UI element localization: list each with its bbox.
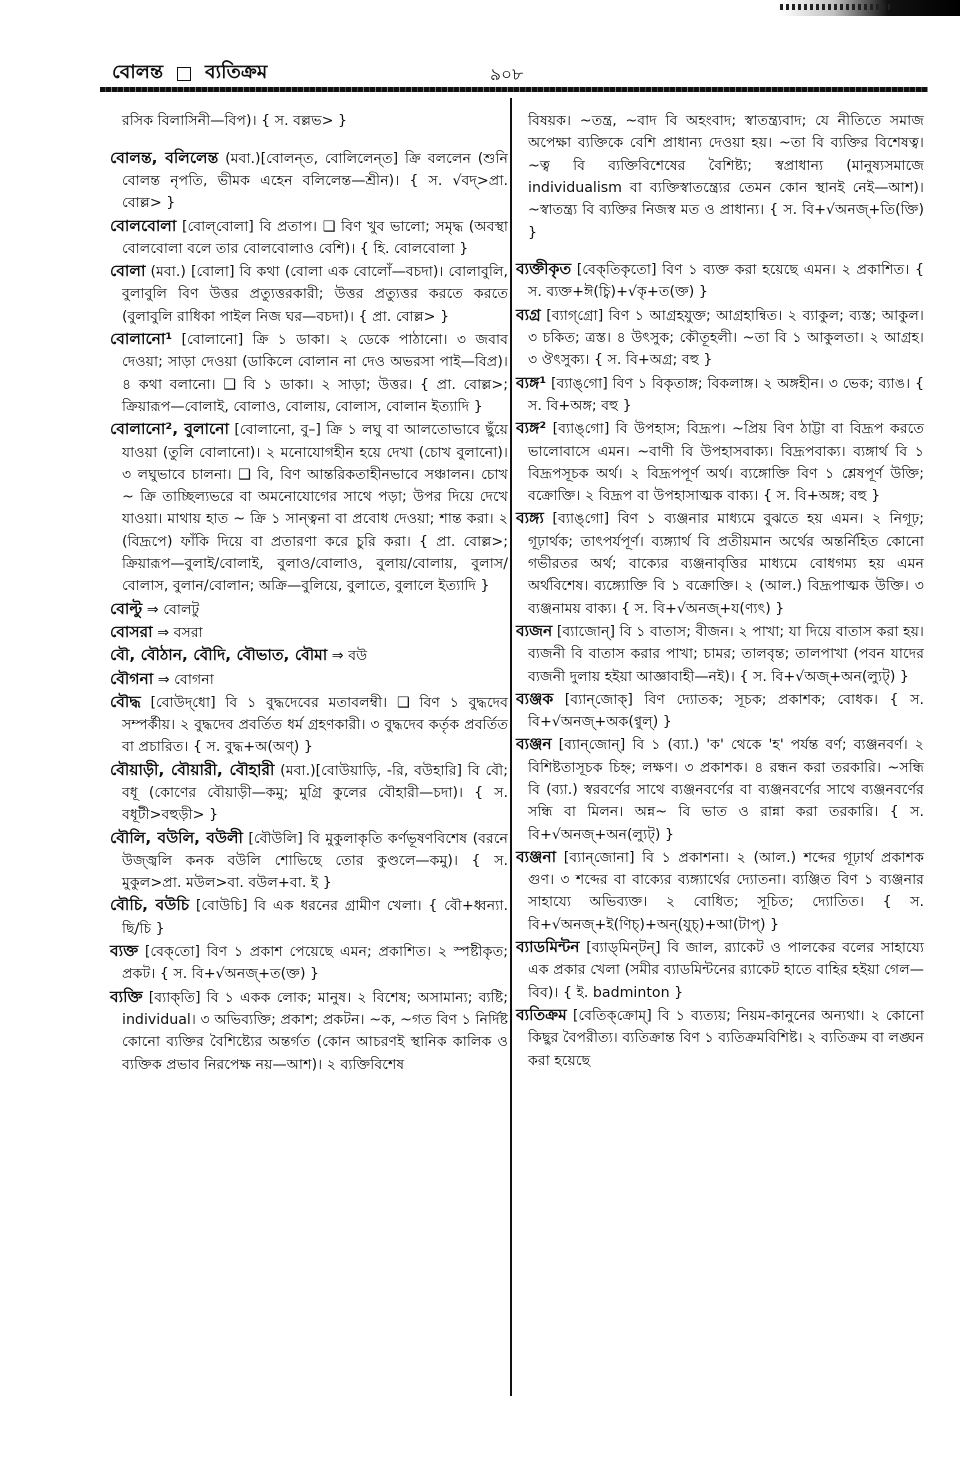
definition-text: (মবা.)[বোলন্‌ত, বোলিলেন্‌ত] ক্রি বললেন (শুনি বোলন্ত নৃপতি, ভীমক এহেন বলিলেন্ত—শ্রীন)। { স. √বদ্>প্রা. বোল্ল> } [122, 150, 509, 212]
headword: ব্যজন [516, 621, 553, 640]
dictionary-entry [110, 621, 508, 644]
column-divider [510, 98, 512, 1396]
headword: ব্যঙ্গ্য [516, 509, 544, 528]
dictionary-entry [110, 260, 508, 328]
headword: বোসরা [110, 622, 153, 641]
definition-text: [বোলানো, বু–] ক্রি ১ লঘু বা আলতোভাবে ছুঁয়ে যাওয়া (তুলি বোলানো)। ২ মনোযোগহীন হয়ে দেখা (চোখ বুলানো)। ৩ লঘুভাবে চালনা। ❑ বি, বিণ আন্তরিকতাহীনভাবে সঞ্চালন। চোখ ~ ক্রি তাচ্ছিল্যভরে বা অমনোযোগের সাথে পড়া; উপর দিয়ে দেখে যাওয়া। মাথায় হাত ~ ক্রি ১ সান্ত্বনা বা প্রবোধ দেওয়া; শান্ত করা। ২ (বিদ্রূপে) ফাঁকি দিয়ে বা প্রতারণা করে চুরি করা। { প্রা. বোল্ল>; ক্রিয়ারূপ—বুলাই/বোলাই, বুলাও/বোলাও, বুলায়/বোলায়, বুলাস/বোলাস, বুলান/বোলান; অক্রি—বুলিয়ে, বুলাতে, বুলালে ইত্যাদি } [122, 422, 508, 595]
dictionary-entry [516, 733, 924, 845]
headword: বোলানো², বুলানো [110, 420, 229, 439]
separator-box-icon [177, 67, 191, 81]
definition-text: ⇒ বোগনা [157, 671, 214, 688]
dictionary-entry [110, 759, 508, 827]
definition-text: [ব্যাঙ্‌গো] বি উপহাস; বিদ্রূপ। ~প্রিয় বিণ ঠাট্টা বা বিদ্রূপ করতে ভালোবাসে এমন। ~বাণী বি উপহাসবাক্য। বিদ্রূপবাক্য। ব্যঙ্গার্থ বি ১ বিদ্রূপসূচক অর্থ। ২ বিদ্রূপপূর্ণ অর্থ। ব্যঙ্গোক্তি বিণ ১ শ্লেষপূর্ণ উক্তি; বক্রোক্তি। ২ বিদ্রূপ বা উপহাসাত্মক বাক্য। { স. বি+অঙ্গ; বহু } [528, 421, 924, 505]
definition-text: (মবা.) [বোলা] বি কথা (বোলা এক বোলোঁ—বচদা)। বোলাবুলি, বুলাবুলি বিণ উত্তর প্রত্যুত্তরকারী; উত্তর প্রত্যুত্তর করতে করতে (বুলাবুলি রাধিকা পাইল নিজ ঘর—বচদা)। { প্রা. বোল্ল> } [122, 264, 508, 325]
continuation-text: বিষয়ক। ~তন্ত্র, ~বাদ বি অহংবাদ; স্বাতন্ত্র্যবাদ; যে নীতিতে সমাজ অপেক্ষা ব্যক্তিকে বেশি প্রাধান্য দেওয়া হয়। ~তা বি ব্যক্তির বিশেষত্ব। ~ত্ব বি ব্যক্তিবিশেষের বৈশিষ্ট্য; স্বপ্রাধান্য (মানুষ্যসমাজে individualism বা ব্যক্তিস্বাতন্ত্র্যের তেমন কোন স্থানই নেই—আশ)। ~স্বাতন্ত্র্য বি ব্যক্তির নিজস্ব মত ও প্রাধান্য। { স. বি+√অনজ্+তি(ক্তি) } [528, 113, 924, 241]
headword: ব্যঞ্জনা [516, 847, 557, 866]
definition-text: [ব্যাগ্‌গ্রো] বিণ ১ আগ্রহযুক্ত; আগ্রহান্বিত। ২ ব্যাকুল; ব্যস্ত; আকুল। ৩ চকিত; ত্রস্ত। ৪ উৎসুক; কৌতূহলী। ~তা বি ১ আকুলতা। ২ আগ্রহ। ৩ ঔৎসুক্য। { স. বি+অগ্র; বহু } [528, 307, 924, 369]
headword: বৌ, বৌঠান, বৌদি, বৌভাত, বৌমা [110, 646, 328, 665]
dictionary-entry [516, 688, 924, 734]
headword: ব্যগ্র [516, 305, 541, 324]
headword: ব্যাডমিন্টন [516, 938, 580, 957]
definition-text: ⇒ বসরা [157, 624, 203, 641]
page-number: ৯০৮ [490, 65, 524, 85]
dictionary-entry [516, 417, 924, 507]
right-column [516, 96, 924, 1072]
headword: বৌদ্ধ [110, 692, 141, 711]
dictionary-entry [516, 620, 924, 688]
dictionary-entry [516, 258, 924, 304]
headword: ব্যক্তি [110, 987, 143, 1006]
headword: ব্যঙ্গ¹ [516, 373, 547, 392]
definition-text: [বোউদ্‌ধো] বি ১ বুদ্ধদেবের মতাবলম্বী। ❑ বিণ ১ বুদ্ধদেব সম্পর্কীয়। ২ বুদ্ধদেব প্রবর্তিত ধর্ম গ্রহণকারী। ৩ বুদ্ধদেব কর্তৃক প্রবর্তিত বা প্রচারিত। { স. বুদ্ধ+অ(অণ্) } [122, 694, 508, 756]
headword: বোল্টু [110, 599, 143, 618]
headword: বোলবোলা [110, 216, 177, 235]
dictionary-entry [110, 598, 508, 621]
dictionary-entry [110, 644, 508, 667]
dictionary-entry [110, 215, 508, 261]
guide-word-last: ব্যতিক্রম [205, 61, 268, 83]
scan-artifact [780, 0, 960, 16]
headword: বৌলি, বউলি, বউলী [110, 828, 243, 847]
left-column [110, 96, 508, 1076]
definition-text: [ব্যাজোন্] বি ১ বাতাস; বীজন। ২ পাখা; যা দিয়ে বাতাস করা হয়। ব্যজনী বি বাতাস করার পাখা; চামর; তালবৃন্ত; তালপাখা (পবন যাদের ব্যজনী দুলায় হইয়া আজ্ঞাবাহী—নই)। { স. বি+√অজ্+অন(ল্যুট্) } [528, 623, 924, 685]
headword: বৌয়াড়ী, বৌয়ারী, বৌহারী [110, 760, 275, 779]
definition-text: [বেক্‌তো] বিণ ১ প্রকাশ পেয়েছে এমন; প্রকাশিত। ২ স্পষ্টীকৃত; প্রকট। { স. বি+√অনজ্+ত(ক্ত) } [122, 944, 508, 983]
running-head [112, 58, 267, 90]
definition-text: ⇒ বউ [331, 648, 368, 665]
headword: বোলা [110, 262, 146, 281]
definition-text: [ব্যান্‌জোক্] বিণ দ্যোতক; সূচক; প্রকাশক; বোধক। { স. বি+√অনজ্+অক(ণ্বুল্) } [528, 691, 924, 731]
headword: বৌগনা [110, 669, 154, 688]
headword: ব্যঙ্গ² [516, 419, 547, 438]
dictionary-entry [516, 304, 924, 372]
headword: ব্যঞ্জক [516, 689, 554, 708]
dictionary-entry [110, 894, 508, 940]
dictionary-entry [110, 418, 508, 597]
definition-text: ⇒ বোলটু [146, 601, 200, 618]
dictionary-entry [516, 936, 924, 1004]
headword: বোলন্ত, বলিলেন্ত [110, 148, 219, 167]
headword: ব্যতিক্রম [516, 1005, 567, 1024]
headword: ব্যঞ্জন [516, 735, 552, 754]
headword: বোলানো¹ [110, 330, 173, 349]
dictionary-entry [110, 147, 508, 215]
dictionary-entry [110, 986, 508, 1076]
header-rule [100, 87, 928, 92]
dictionary-entry [110, 668, 508, 691]
definition-text: [বেক্‌তিকৃতো] বিণ ১ ব্যক্ত করা হয়েছে এমন। ২ প্রকাশিত। { স. ব্যক্ত+ঈ(চ্বি)+√কৃ+ত(ক্ত) } [528, 262, 924, 301]
definition-text: [ব্যাঙ্‌গো] বিণ ১ ব্যঞ্জনার মাধ্যমে বুঝতে হয় এমন। ২ নিগূঢ়; গূঢ়ার্থক; তাৎপর্যপূর্ণ। ব্যঙ্গ্যার্থ বি প্রতীয়মান অর্থের অন্তর্নিহিত কোনো গভীরতর অর্থ; বাক্যের ব্যঞ্জনাবৃত্তির মাধ্যমে বোধগম্য হয় এমন অর্থবিশেষ। ব্যঙ্গ্যোক্তি বি ১ বক্রোক্তি। ২ (আল.) বিদ্রূপাত্মক উক্তি। ৩ ব্যঞ্জনাময় বাক্য। { স. বি+√অনজ্+য(ণ্যৎ) } [528, 511, 924, 617]
definition-text: [বোল্‌বোলা] বি প্রতাপ। ❑ বিণ খুব ভালো; সমৃদ্ধ (অবস্থা বোলবোলা বলে তার বোলবোলাও বেশি)। { হি. বোলবোলা } [122, 218, 508, 257]
dictionary-entry [110, 691, 508, 759]
dictionary-entry [110, 827, 508, 895]
guide-word-first: বোলন্ত [112, 61, 164, 83]
definition-text: [বৌউলি] বি মুকুলাকৃতি কর্ণভূষণবিশেষ (বরনে উজ্জ্বলি কনক বউলি শোভিছে তোর কুণ্ডলে—কমু)। { স. মুকুল>প্রা. মউল>বা. বউল+বা. ই } [122, 830, 508, 892]
continuation-text: রসিক বিলাসিনী—বিপ)। { স. বল্লভ> } [122, 113, 348, 130]
definition-text: (মবা.)[বোউয়াড়ি, -রি, বউহারি] বি বৌ; বধূ (কোণের বৌয়াড়ী—কমু; মুগ্রি কুলের বৌহারী—চদা)। { স. বধূটী>বহুড়ী> } [122, 762, 508, 824]
headword: বৌচি, বউচি [110, 896, 190, 915]
definition-text: [বোউচি] বি এক ধরনের গ্রামীণ খেলা। { বৌ+ধ্বন্যা. ছি/চি } [122, 898, 508, 937]
definition-text: [ব্যাঙ্‌গো] বিণ ১ বিকৃতাঙ্গ; বিকলাঙ্গ। ২ অঙ্গহীন। ৩ ভেক; ব্যাঙ। { স. বি+অঙ্গ; বহু } [528, 375, 924, 414]
headword: ব্যক্ত [110, 942, 139, 961]
dictionary-entry [516, 372, 924, 418]
dictionary-entry [110, 940, 508, 986]
dictionary-entry [516, 1004, 924, 1072]
headword: ব্যক্তীকৃত [516, 260, 572, 279]
dictionary-entry [110, 328, 508, 418]
definition-text: [বেতিক্‌ক্রোম্] বি ১ ব্যত্যয়; নিয়ম-কানুনের অন্যথা। ২ কোনো কিছুর বৈপরীত্য। ব্যতিক্রান্ত বিণ ১ ব্যতিক্রমবিশিষ্ট। ২ ব্যতিক্রম বা লঙ্ঘন করা হয়েছে [528, 1007, 925, 1069]
dictionary-entry [516, 507, 924, 619]
definition-text: [বোলানো] ক্রি ১ ডাকা। ২ ডেকে পাঠানো। ৩ জবাব দেওয়া; সাড়া দেওয়া (ডাকিলে বোলান না দেও অভরসা পাই—বিপ্র)। ৪ কথা বলানো। ❑ বি ১ ডাকা। ২ সাড়া; উত্তর। { প্রা. বোল্ল>; ক্রিয়ারূপ—বোলাই, বোলাও, বোলায়, বোলাস, বোলান ইত্যাদি } [122, 332, 508, 415]
definition-text: [ব্যান্‌জোনা] বি ১ প্রকাশনা। ২ (আল.) শব্দের গূঢ়ার্থ প্রকাশক গুণ। ৩ শব্দের বা বাক্যের ব্যঙ্গ্যার্থের দ্যোতনা। ব্যঞ্জিত বিণ ১ ব্যঞ্জনার সাহায্যে অভিব্যক্ত। ২ বোধিত; সূচিত; দ্যোতিত। { স. বি+√অনজ্+ই(ণিচ্)+অন্(যুচ্)+আ(টাপ্) } [528, 849, 924, 933]
definition-text: [ব্যাক্‌তি] বি ১ একক লোক; মানুষ। ২ বিশেষ; অসামান্য; ব্যষ্টি; individual। ৩ অভিব্যক্তি; প্রকাশ; প্রকটন। ~ক, ~গত বিণ ১ নির্দিষ্ট কোনো ব্যক্তির বৈশিষ্ট্যের অন্তর্গত (কোন আচরণই স্থানিক কালিক ও ব্যক্তিক প্রভাব নিরপেক্ষ নয়—আশ)। ২ ব্যক্তিবিশেষ [122, 989, 508, 1073]
dictionary-entry [516, 846, 924, 936]
definition-text: [ব্যান্‌জোন্] বি ১ (ব্যা.) 'ক' থেকে 'হ' পর্যন্ত বর্ণ; ব্যঞ্জনবর্ণ। ২ বিশিষ্টতাসূচক চিহ্ন; লক্ষণ। ৩ প্রকাশক। ৪ রন্ধন করা তরকারি। ~সন্ধি বি (ব্যা.) স্বরবর্ণের সাথে ব্যঞ্জনবর্ণের বা ব্যঞ্জনবর্ণের সাথে ব্যঞ্জনবর্ণের সন্ধি বা মিলন। অন্ন~ বি ভাত ও রান্না করা তরকারি। { স. বি+√অনজ্+অন(ল্যুট্) } [528, 737, 925, 843]
definition-text: [ব্যাড্‌মিন্‌টন্] বি জাল, র‍্যাকেট ও পালকের বলের সাহায্যে এক প্রকার খেলা (সমীর ব্যাডমিন্টনের র‍্যাকেট হাতে বাহির হইয়া গেল—বিব)। { ই. badminton } [528, 940, 925, 1001]
